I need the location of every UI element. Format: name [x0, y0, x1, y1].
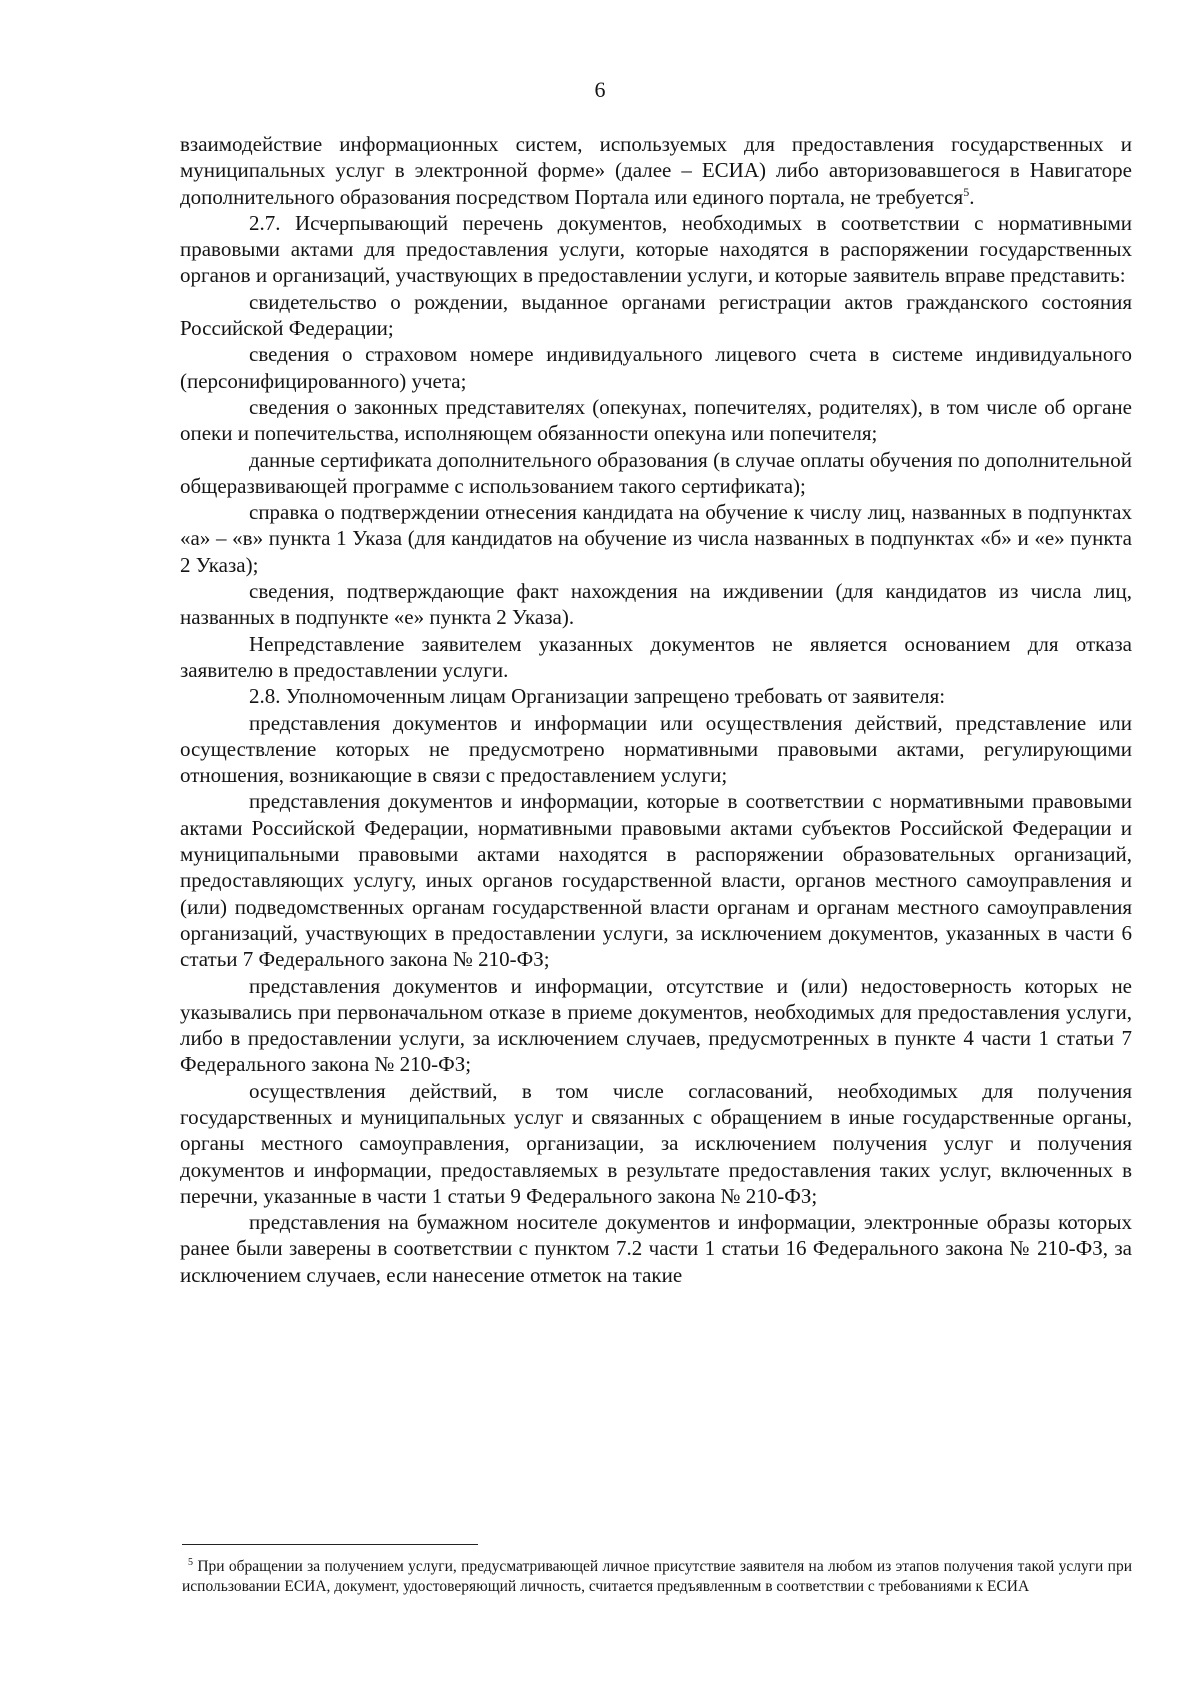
document-body	[180, 131, 1132, 1288]
footnote-divider	[182, 1544, 478, 1545]
page-number: 6	[594, 77, 606, 102]
paragraph-2-8: 2.8. Уполномоченным лицам Организации запрещено требовать от заявителя:	[249, 684, 946, 709]
list-item-prohibition-5: представления на бумажном носителе документов и информации, электронные образы которых ранее были заверены в соответствии с пунктом 7.2 части 1 статьи 16 Федерального закона № 210-ФЗ, за исключением случаев, если нанесение отметок на такие	[180, 1210, 1132, 1287]
paragraph-non-submission: Непредставление заявителем указанных документов не является основанием для отказа заявителю в предоставлении услуги.	[180, 631, 1132, 682]
footnote-text: При обращении за получением услуги, предусматривающей личное присутствие заявителя на любом из этапов получения такой услуги при использовании ЕСИА, документ, удостоверяющий личность, считается предъявленным в соответствии с требованиями к ЕСИА	[182, 1558, 1132, 1595]
paragraph-2-7: 2.7. Исчерпывающий перечень документов, необходимых в соответствии с нормативными правовыми актами для предоставления услуги, которые находятся в распоряжении государственных органов и организаций, участвующих в предоставлении услуги, и которые заявитель вправе представить:	[180, 210, 1132, 288]
list-item-birth-certificate: свидетельство о рождении, выданное органами регистрации актов гражданского состояния Российской Федерации;	[180, 289, 1132, 341]
paragraph-text: взаимодействие информационных систем, используемых для предоставления государственных и муниципальных услуг в электронной форме» (далее – ЕСИА) либо авторизовавшегося в Навигаторе дополнительного образования посредством Портала или единого портала, не требуется	[180, 132, 1132, 209]
list-item-snils: сведения о страховом номере индивидуального лицевого счета в системе индивидуального (персонифицированного) учета;	[180, 342, 1132, 393]
list-item-prohibition-3: представления документов и информации, отсутствие и (или) недостоверность которых не указывались при первоначальном отказе в приеме документов, необходимых для предоставления услуги, либо в предоставлении услуги, за исключением случаев, предусмотренных в пункте 4 части 1 статьи 7 Федерального закона № 210-ФЗ;	[180, 973, 1132, 1077]
paragraph-tail: .	[969, 184, 975, 209]
footnote-marker: 5	[188, 1556, 193, 1568]
footnote	[182, 1557, 1132, 1597]
list-item-certificate-reference: справка о подтверждении отнесения кандидата на обучение к числу лиц, названных в подпунктах «а» – «в» пункта 1 Указа (для кандидатов на обучение из числа названных в подпунктах «б» и «е» пункта 2 Указа);	[180, 500, 1132, 577]
list-item-legal-representatives: сведения о законных представителях (опекунах, попечителях, родителях), в том числе об органе опеки и попечительства, исполняющем обязанности опекуна или попечителя;	[180, 394, 1132, 446]
list-item-prohibition-2: представления документов и информации, которые в соответствии с нормативными правовыми актами Российской Федерации, нормативными правовыми актами субъектов Российской Федерации и муниципальными правовыми актами находятся в распоряжении образовательных организаций, предоставляющих услугу, иных органов государственной власти, органов местного самоуправления и (или) подведомственных органам государственной власти органам и органам местного самоуправления организаций, участвующих в предоставлении услуги, за исключением документов, указанных в части 6 статьи 7 Федерального закона № 210-ФЗ;	[180, 789, 1132, 972]
list-item-certificate-data: данные сертификата дополнительного образования (в случае оплаты обучения по дополнительной общеразвивающей программе с использованием такого сертификата);	[180, 447, 1132, 498]
footnote-reference: 5	[963, 184, 970, 199]
list-item-prohibition-1: представления документов и информации или осуществления действий, представление или осуществление которых не предусмотрено нормативными правовыми актами, регулирующими отношения, возникающие в связи с предоставлением услуги;	[180, 710, 1132, 788]
paragraph-continuation	[180, 131, 1132, 210]
list-item-prohibition-4: осуществления действий, в том числе согласований, необходимых для получения государственных и муниципальных услуг и связанных с обращением в иные государственные органы, органы местного самоуправления, организации, за исключением получения услуг и получения документов и информации, предоставляемых в результате предоставления таких услуг, включенных в перечни, указанные в части 1 статьи 9 Федерального закона № 210-ФЗ;	[180, 1078, 1132, 1208]
list-item-dependency-info: сведения, подтверждающие факт нахождения на иждивении (для кандидатов из числа лиц, названных в подпункте «е» пункта 2 Указа).	[180, 579, 1132, 630]
